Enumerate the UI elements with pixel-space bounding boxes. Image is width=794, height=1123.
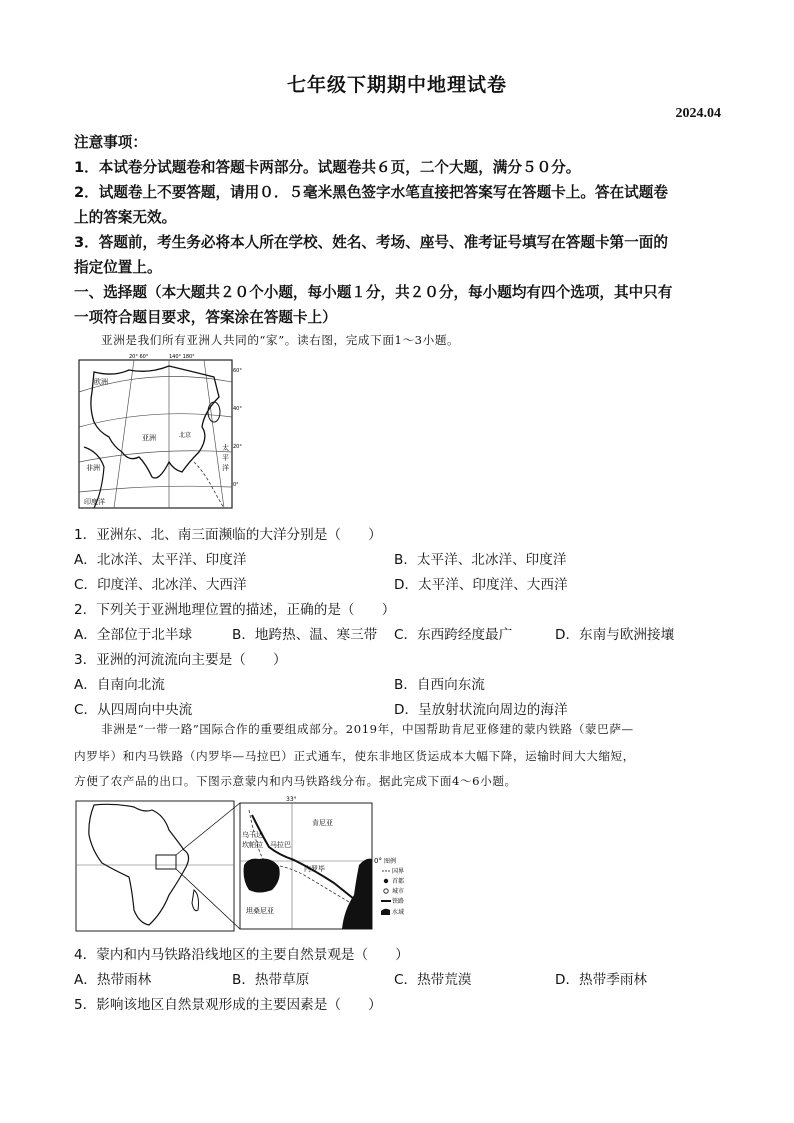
map2-legend-city: 城市 [392,888,405,895]
map1-lon-2: 140° 180° [169,354,195,360]
kenya-railway-map [74,795,424,935]
question-1-option-d[interactable]: D．太平洋、印度洋、大西洋 [394,577,568,593]
question-4-option-c[interactable]: C．热带荒漠 [394,972,472,988]
map2-malaba: 马拉巴 [270,841,291,849]
question-1-option-c[interactable]: C．印度洋、北冰洋、大西洋 [74,577,247,593]
map1-lon-1: 20° 60° [129,354,149,360]
stem-q4-6-line3: 方便了农产品的出口。下图示意蒙内和内马铁路线分布。据此完成下面4～6小题。 [74,774,517,788]
map1-lat-4: 0° [233,482,239,488]
question-4-option-d[interactable]: D．热带季雨林 [555,972,648,988]
question-1-option-a[interactable]: A．北冰洋、太平洋、印度洋 [74,552,247,568]
question-4-option-b[interactable]: B．热带草原 [232,972,310,988]
map2-legend-rail: 铁路 [392,898,405,905]
map1-lat-1: 60° [233,368,242,374]
map2-lon: 33° [286,796,297,803]
question-4-stem: 4．蒙内和内马铁路沿线地区的主要自然景观是（ ） [74,947,409,963]
question-2-option-a[interactable]: A．全部位于北半球 [74,627,193,643]
map1-pacific-2: 平 [222,454,229,462]
map2-nairobi: 内罗毕 [304,865,325,873]
notice-item-1: 1．本试卷分试题卷和答题卡两部分。试题卷共６页，二个大题，满分５０分。 [74,159,581,176]
map1-pacific-3: 洋 [222,464,229,472]
question-2-option-b[interactable]: B．地跨热、温、寒三带 [232,627,378,643]
question-3-option-c[interactable]: C．从四周向中央流 [74,702,193,718]
map2-equator: 0° [374,857,382,865]
map2-kampala: 坎帕拉 [242,841,263,849]
map2-legend-capital: 首都 [392,878,405,885]
stem-q4-6-line1: 非洲是“一带一路”国际合作的重要组成部分。2019年，中国帮助肯尼亚修建的蒙内铁路（蒙巴萨— [101,722,634,736]
map2-tanzania: 坦桑尼亚 [246,907,274,915]
question-3-option-b[interactable]: B．自西向东流 [394,677,485,693]
notice-item-2-line1: 2．试题卷上不要答题，请用０．５毫米黑色签字水笔直接把答案写在答题卡上。答在试题卷 [74,184,668,201]
map1-asia: 亚洲 [142,434,156,442]
question-2-option-c[interactable]: C．东西跨经度最广 [394,627,513,643]
notice-heading: 注意事项： [74,134,147,151]
question-4-option-a[interactable]: A．热带雨林 [74,972,152,988]
map1-europe: 欧洲 [94,378,108,386]
question-3-stem: 3．亚洲的河流流向主要是（ ） [74,652,287,668]
asia-map [74,352,244,510]
exam-title: 七年级下期期中地理试卷 [286,74,507,96]
question-3-option-a[interactable]: A．自南向北流 [74,677,165,693]
notice-item-2-line2: 上的答案无效。 [74,209,177,226]
question-2-stem: 2．下列关于亚洲地理位置的描述，正确的是（ ） [74,602,396,618]
map1-capital: 北京 [179,432,192,439]
map2-kenya: 肯尼亚 [312,819,333,827]
notice-item-3-line1: 3．答题前，考生务必将本人所在学校、姓名、考场、座号、准考证号填写在答题卡第一面的 [74,234,668,251]
map2-legend-title: 图例 [384,858,397,865]
section-heading-line1: 一、选择题（本大题共２０个小题，每小题１分，共２０分，每小题均有四个选项，其中只有 [74,284,673,301]
exam-date: 2024.04 [675,106,721,121]
notice-item-3-line2: 指定位置上。 [74,259,162,276]
section-heading-line2: 一项符合题目要求，答案涂在答题卡上） [74,309,337,326]
map1-lat-2: 40° [233,406,242,412]
stem-q4-6-line2: 内罗毕）和内马铁路（内罗毕—马拉巴）正式通车，使东非地区货运成本大幅下降，运输时间大大缩短， [74,749,635,763]
map2-uganda: 乌干达 [242,831,263,839]
map2-legend-water: 水域 [392,909,405,916]
map1-indian-ocean: 印度洋 [84,498,105,506]
map2-legend-border: 国界 [392,868,405,875]
question-5-stem: 5．影响该地区自然景观形成的主要因素是（ ） [74,997,382,1013]
map1-lat-3: 20° [233,444,242,450]
map1-africa: 非洲 [86,464,100,472]
question-2-option-d[interactable]: D．东南与欧洲接壤 [555,627,675,643]
map1-pacific-1: 太 [222,444,229,452]
question-1-option-b[interactable]: B．太平洋、北冰洋、印度洋 [394,552,567,568]
question-3-option-d[interactable]: D．呈放射状流向周边的海洋 [394,702,568,718]
stem-q1-3: 亚洲是我们所有亚洲人共同的“家”。读右图，完成下面1～3小题。 [101,333,460,347]
question-1-stem: 1．亚洲东、北、南三面濒临的大洋分别是（ ） [74,527,382,543]
